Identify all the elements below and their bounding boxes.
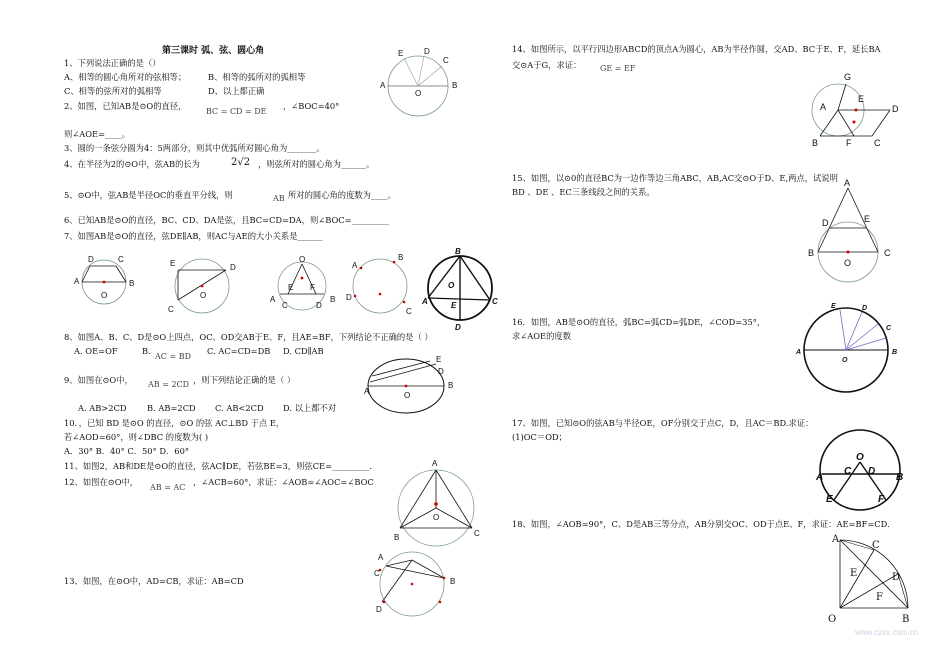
q2-question: 则∠AOE=____。 [64,129,130,139]
q2-stem: 2、如图，已知AB是⊙O的直径， [64,101,187,111]
q9-question: ，则下列结论正确的是（ ） [193,375,296,385]
q8-option-b-arcs: AC = BD [155,352,191,361]
label-E: E [831,303,836,310]
label-C: C [168,305,174,314]
label-O: O [415,89,422,98]
label-B: B [902,614,910,625]
label-O: O [844,258,852,268]
label-A: A [352,261,358,270]
label-O: O [101,291,108,300]
q10-stem: 10．，已知 BD 是⊙O 的直径，⊙O 的弦 AC⊥BD 于点 E， [64,418,285,428]
label-O: O [842,357,848,364]
label-E: E [864,214,871,224]
label-O: O [299,255,306,264]
label-D: D [88,255,94,264]
q8-option-b: B. [142,346,151,356]
q14-arcs: GE = EF [600,64,636,73]
q18-stem: 18、如图，∠AOB=90°，C、D是AB三等分点，AB分别交OC、OD于点E、F，求证：AE=BF=CD. [512,519,890,529]
q9-option-d: D. 以上都不对 [283,403,337,413]
q16-figure [796,300,900,390]
label-C: C [872,540,880,551]
q15-question: BD 、DE 、EC三条线段之间的关系。 [512,187,655,197]
label-B: B [455,247,461,256]
q1-option-d: D、以上都正确 [208,86,265,96]
page-title: 第三课时 弧、弦、圆心角 [162,46,265,56]
label-E: E [170,259,176,268]
label-O: O [448,281,455,290]
q13-stem: 13、如图，在⊙O中，AD=CB，求证：AB=CD [64,576,244,586]
label-G: G [844,72,852,82]
q9-option-a: A. AB>2CD [78,403,127,413]
q11-stem: 11、如图2，AB和DE是⊙O的直径，弦AC∥DE，若弦BE=3，则弦CE=_________． [64,461,378,471]
label-E: E [288,283,294,292]
q2-angle: ，∠BOC=40° [283,101,340,111]
label-B: B [450,577,456,586]
label-F: F [846,138,852,148]
label-F: F [310,283,315,292]
label-D: D [892,572,901,583]
label-E: E [398,49,404,58]
q12-figure [388,456,488,546]
watermark: www.czsx.com.cn [855,628,919,637]
q14-figure [806,70,906,150]
label-C: C [374,569,380,578]
label-A: A [844,178,851,188]
q8-stem: 8、如图A、B、C、D是⊙O上四点，OC、OD交AB于E、F，且AE=BF，下列结论不正确的是（ ） [64,332,433,342]
label-D: D [316,301,322,310]
q7-figure [72,256,142,306]
label-C: C [844,466,852,477]
label-C: C [443,56,449,65]
label-B: B [448,381,454,390]
q8-figure-2 [268,256,338,312]
q6-stem: 6、已知AB是⊙O的直径，BC、CD、DA是弦，且BC=CD=DA，则∠BOC=_________ [64,215,389,225]
q14-stem: 14、如图所示，以平行四边形ABCD的顶点A为圆心，AB为半径作圆，交AD、BC于E、F，延长BA [512,44,881,54]
q1-option-b: B、相等的弧所对的弧相等 [208,72,306,82]
label-C: C [884,248,891,258]
q1-option-a: A、相等的圆心角所对的弦相等； [64,72,187,82]
label-B: B [896,472,904,483]
label-A: A [270,295,276,304]
q3-stem: 3、圆的一条弦分圆为4：5两部分，则其中优弧所对圆心角为_______。 [64,143,325,153]
label-D: D [376,605,382,614]
points-circle-figure [344,254,414,318]
label-E: E [858,94,865,104]
label-F: F [878,494,885,505]
label-E: E [850,568,858,579]
q12-stem: 12、如图在⊙O中， [64,477,139,487]
label-A: A [74,277,80,286]
q2-figure [382,48,462,123]
q17-figure [816,440,906,510]
q9-stem: 9、如图在⊙O中， [64,375,133,385]
q10-condition: 若∠AOD=60°，则∠DBC 的度数为( ) [64,432,209,442]
q12-proof: ，∠ACB=60°，求证：∠AOB=∠AOC=∠BOC [193,477,374,487]
q5-stem: 5、⊙O中，弦AB是半径OC的垂直平分线，则 [64,190,233,200]
label-D: D [862,305,868,312]
q5-arc: AB [273,194,285,203]
q9-option-b: B. AB=2CD [147,403,196,413]
label-D: D [424,47,430,56]
label-D: D [346,293,352,302]
label-B: B [394,533,400,542]
q7-stem: 7、如图AB是⊙O的直径，弦DE∥AB，则AC与AE的大小关系是______ [64,231,323,241]
q5-question: 所对的圆心角的度数为____。 [288,190,396,200]
label-D: D [230,263,236,272]
q1-stem: 1、下列说法正确的是（） [64,58,161,68]
q17-part1: (1)OC＝OD； [512,432,567,442]
label-A: A [380,81,386,90]
label-D: D [868,466,876,477]
label-C: C [406,307,412,316]
label-C: C [886,325,892,332]
label-C: C [282,301,288,310]
label-A: A [820,102,827,112]
q8-option-c: C. AC=CD=DB [207,346,271,356]
q14-proof: 交⊙A于G，求证： [512,60,582,70]
label-C: C [118,255,124,264]
q17-stem: 17、如图，已知⊙O的弦AB与半径OE，OF分别交于点C，D，且AC＝BD.求证： [512,418,814,428]
q16-question: 求∠AOE的度数 [512,331,571,341]
label-D: D [455,323,461,332]
label-C: C [492,297,498,306]
q4-question: ，则弦所对的圆心角为______。 [258,159,375,169]
label-E: E [451,301,457,310]
label-A: A [832,534,840,545]
q13-figure [372,550,462,620]
label-A: A [422,297,428,306]
q10-figure [422,247,502,332]
label-B: B [812,138,819,148]
label-O: O [200,291,207,300]
label-A: A [432,459,438,468]
label-B: B [330,295,336,304]
q9-arcs: AB = 2CD [148,380,190,389]
q4-stem: 4、在半径为2的⊙O中，弦AB的长为 [64,159,200,169]
q1-option-c: C、相等的弦所对的弧相等 [64,86,162,96]
q16-stem: 16．如图，AB是⊙O的直径，弧BC=弧CD=弧DE，∠COD=35°， [512,317,766,327]
label-A: A [816,472,824,483]
q12-arcs: AB = AC [150,483,186,492]
label-B: B [452,81,458,90]
label-D: D [822,218,829,228]
q15-figure [806,180,896,280]
label-B: B [129,279,135,288]
label-O: O [856,452,864,463]
label-C: C [874,138,881,148]
q10-options: A．30° B．40° C．50° D．60° [64,446,190,456]
label-D: D [892,104,899,114]
q18-figure [826,532,916,632]
label-C: C [474,529,480,538]
label-E: E [826,494,833,505]
q2-arcs: BC = CD = DE [206,107,267,116]
label-A: A [378,553,384,562]
label-E: E [436,355,442,364]
label-D: D [438,367,444,376]
q9-option-c: C. AB<2CD [215,403,264,413]
label-A: A [796,349,802,356]
label-O: O [433,513,440,522]
q8-option-d: D. CD∥AB [283,346,324,356]
q8-figure [164,256,244,316]
q15-stem: 15、如图，以⊙0的直径BC为一边作等边三角ABC，AB,AC交⊙O于D、E,两点，试说明 [512,173,838,183]
label-F: F [876,592,883,603]
label-B: B [892,349,898,356]
label-O: O [828,614,837,625]
q4-length: 2√2 [231,157,251,168]
label-B: B [808,248,815,258]
q8-option-a: A. OE=OF [74,346,118,356]
q9-figure [364,354,454,414]
label-B: B [398,253,404,262]
label-A: A [364,387,370,396]
label-O: O [404,391,411,400]
